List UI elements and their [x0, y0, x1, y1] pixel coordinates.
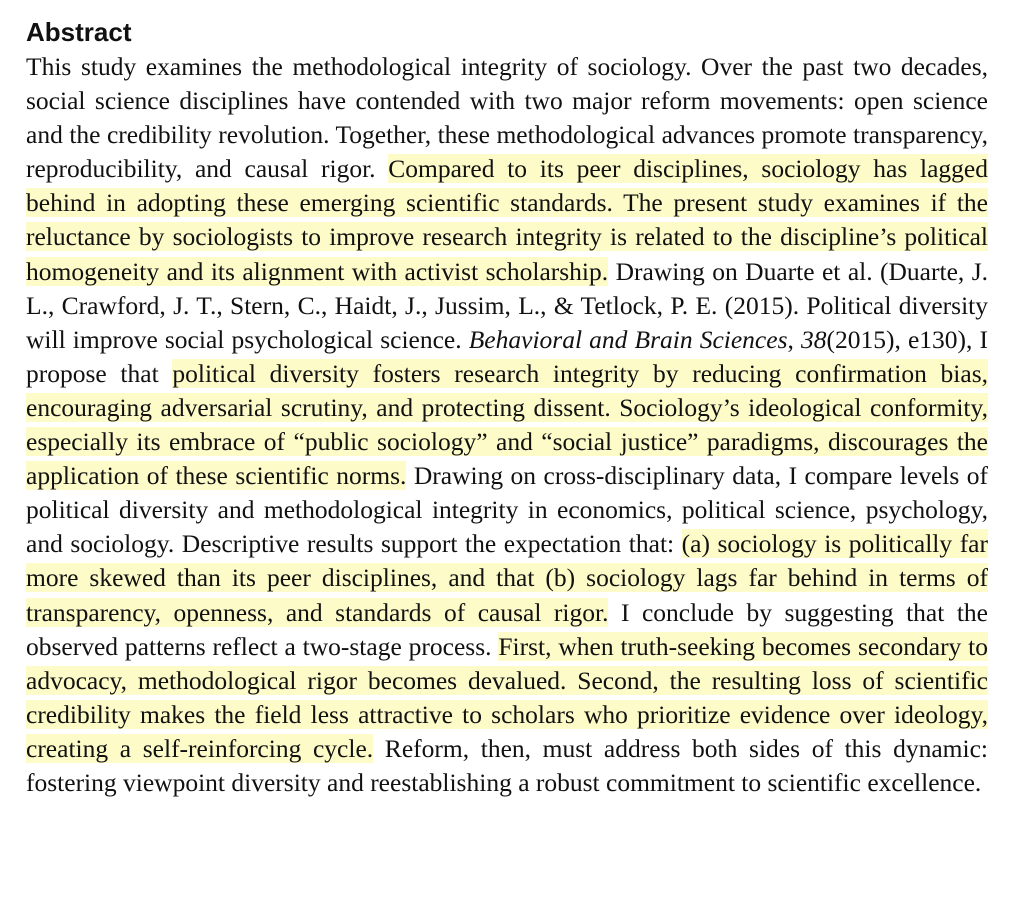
- highlighted-passage: (a) sociology is politically far more skewed than its peer disciplines, and that (b) sociology lags far behind in terms of transparency, openness, and standards of causal rigor.: [26, 529, 988, 627]
- text-segment: ,: [787, 324, 801, 354]
- highlighted-passage: Compared to its peer disciplines, sociology has lagged behind in adopting these emerging scientific standards. The present study examines if the reluctance by sociologists to improve research integrity is related to the discipline’s political homogeneity and its alignment with activist scholarship.: [26, 154, 988, 286]
- text-segment: (2015), e130), I propose that: [26, 324, 989, 388]
- abstract-text: [26, 50, 988, 800]
- italic-text: Behavioral and Brain Sciences: [468, 324, 788, 354]
- highlighted-passage: political diversity fosters research integrity by reducing confirmation bias, encouraging adversarial scrutiny, and protecting dissent. Sociology’s ideological conformity, especially its embrace of “public sociology” and “social justice” paradigms, discourages the application of these scientific norms.: [26, 358, 988, 491]
- text-segment: Reform, then, must address both sides of this dynamic: fostering viewpoint diversity and reestablishing a robust commitment to scientific excellence.: [26, 733, 988, 797]
- abstract-heading: Abstract: [26, 17, 132, 47]
- highlighted-passage: First, when truth-seeking becomes secondary to advocacy, methodological rigor becomes devalued. Second, the resulting loss of scientific credibility makes the field less attractive to scholars who prioritize evidence over ideology, creating a self-reinforcing cycle.: [26, 631, 989, 763]
- text-segment: I conclude by suggesting that the observed patterns reflect a two-stage process.: [26, 597, 988, 661]
- text-segment: Drawing on cross-disciplinary data, I compare levels of political diversity and methodological integrity in economics, political science, psychology, and sociology. Descriptive results support the expectation that:: [26, 461, 988, 559]
- italic-text: 38: [801, 324, 827, 354]
- text-segment: This study examines the methodological integrity of sociology. Over the past two decades, social science disciplines have contended with two major reform movements: open science and the credibility revolution. Together, these methodological advances promote transparency, reproducibility, and causal rigor.: [26, 52, 988, 184]
- text-segment: Drawing on Duarte et al. (Duarte, J. L., Crawford, J. T., Stern, C., Haidt, J., Jussim, L., & Tetlock, P. E. (2015). Political diversity will improve social psychological science.: [26, 256, 989, 354]
